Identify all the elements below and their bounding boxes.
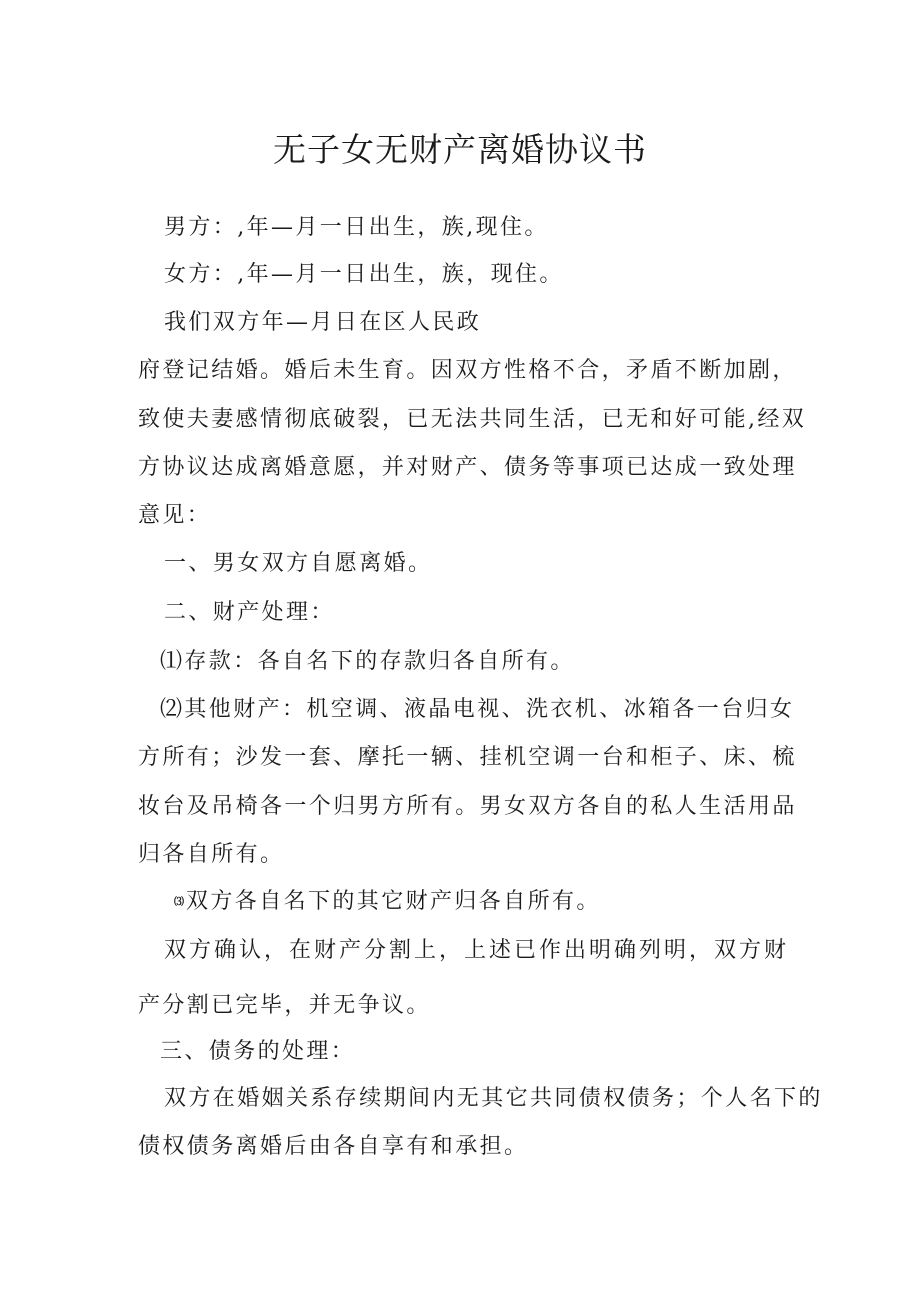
intro-line-1: 我们双方年—月日在区人民政 — [164, 310, 482, 335]
section-2-heading: 二、财产处理： — [164, 600, 335, 625]
intro-line-4: 方协议达成离婚意愿，并对财产、债务等事项已达成一致处理 — [138, 455, 797, 480]
item-3-marker: ⑶ — [174, 897, 184, 908]
property-item-2-line-3: 妆台及吊椅各一个归男方所有。男女双方各自的私人生活用品 — [138, 794, 797, 819]
debt-line-2: 债权债务离婚后由各自享有和承担。 — [138, 1134, 529, 1159]
property-item-2-line-4: 归各自所有。 — [138, 842, 285, 867]
confirm-line-2: 产分割已完毕，并无争议。 — [138, 993, 431, 1018]
property-item-1: ⑴存款：各自名下的存款归各自所有。 — [160, 649, 575, 674]
property-item-3-text: 双方各自名下的其它财产归各自所有。 — [186, 889, 601, 914]
female-party-line: 女方：,年—月一日出生，族，现住。 — [164, 262, 564, 287]
property-item-3 — [174, 884, 601, 915]
section-1-heading: 一、男女双方自愿离婚。 — [164, 551, 433, 576]
page-title: 无子女无财产离婚协议书 — [273, 130, 647, 169]
intro-line-3: 致使夫妻感情彻底破裂，已无法共同生活，已无和好可能,经双 — [138, 407, 807, 432]
intro-line-2: 府登记结婚。婚后未生育。因双方性格不合，矛盾不断加剧， — [138, 358, 797, 383]
intro-line-5: 意见： — [138, 503, 212, 528]
section-3-heading: 三、债务的处理： — [160, 1039, 356, 1064]
debt-line-1: 双方在婚姻关系存续期间内无其它共同债权债务；个人名下的 — [164, 1086, 823, 1111]
property-item-2-line-2: 方所有；沙发一套、摩托一辆、挂机空调一台和柜子、床、梳 — [138, 745, 797, 770]
confirm-line-1: 双方确认，在财产分割上，上述已作出明确列明，双方财 — [164, 938, 790, 963]
property-item-2-line-1: ⑵其他财产：机空调、液晶电视、洗衣机、冰箱各一台归女 — [160, 697, 795, 722]
male-party-line: 男方：,年—月一日出生，族,现住。 — [164, 215, 549, 240]
